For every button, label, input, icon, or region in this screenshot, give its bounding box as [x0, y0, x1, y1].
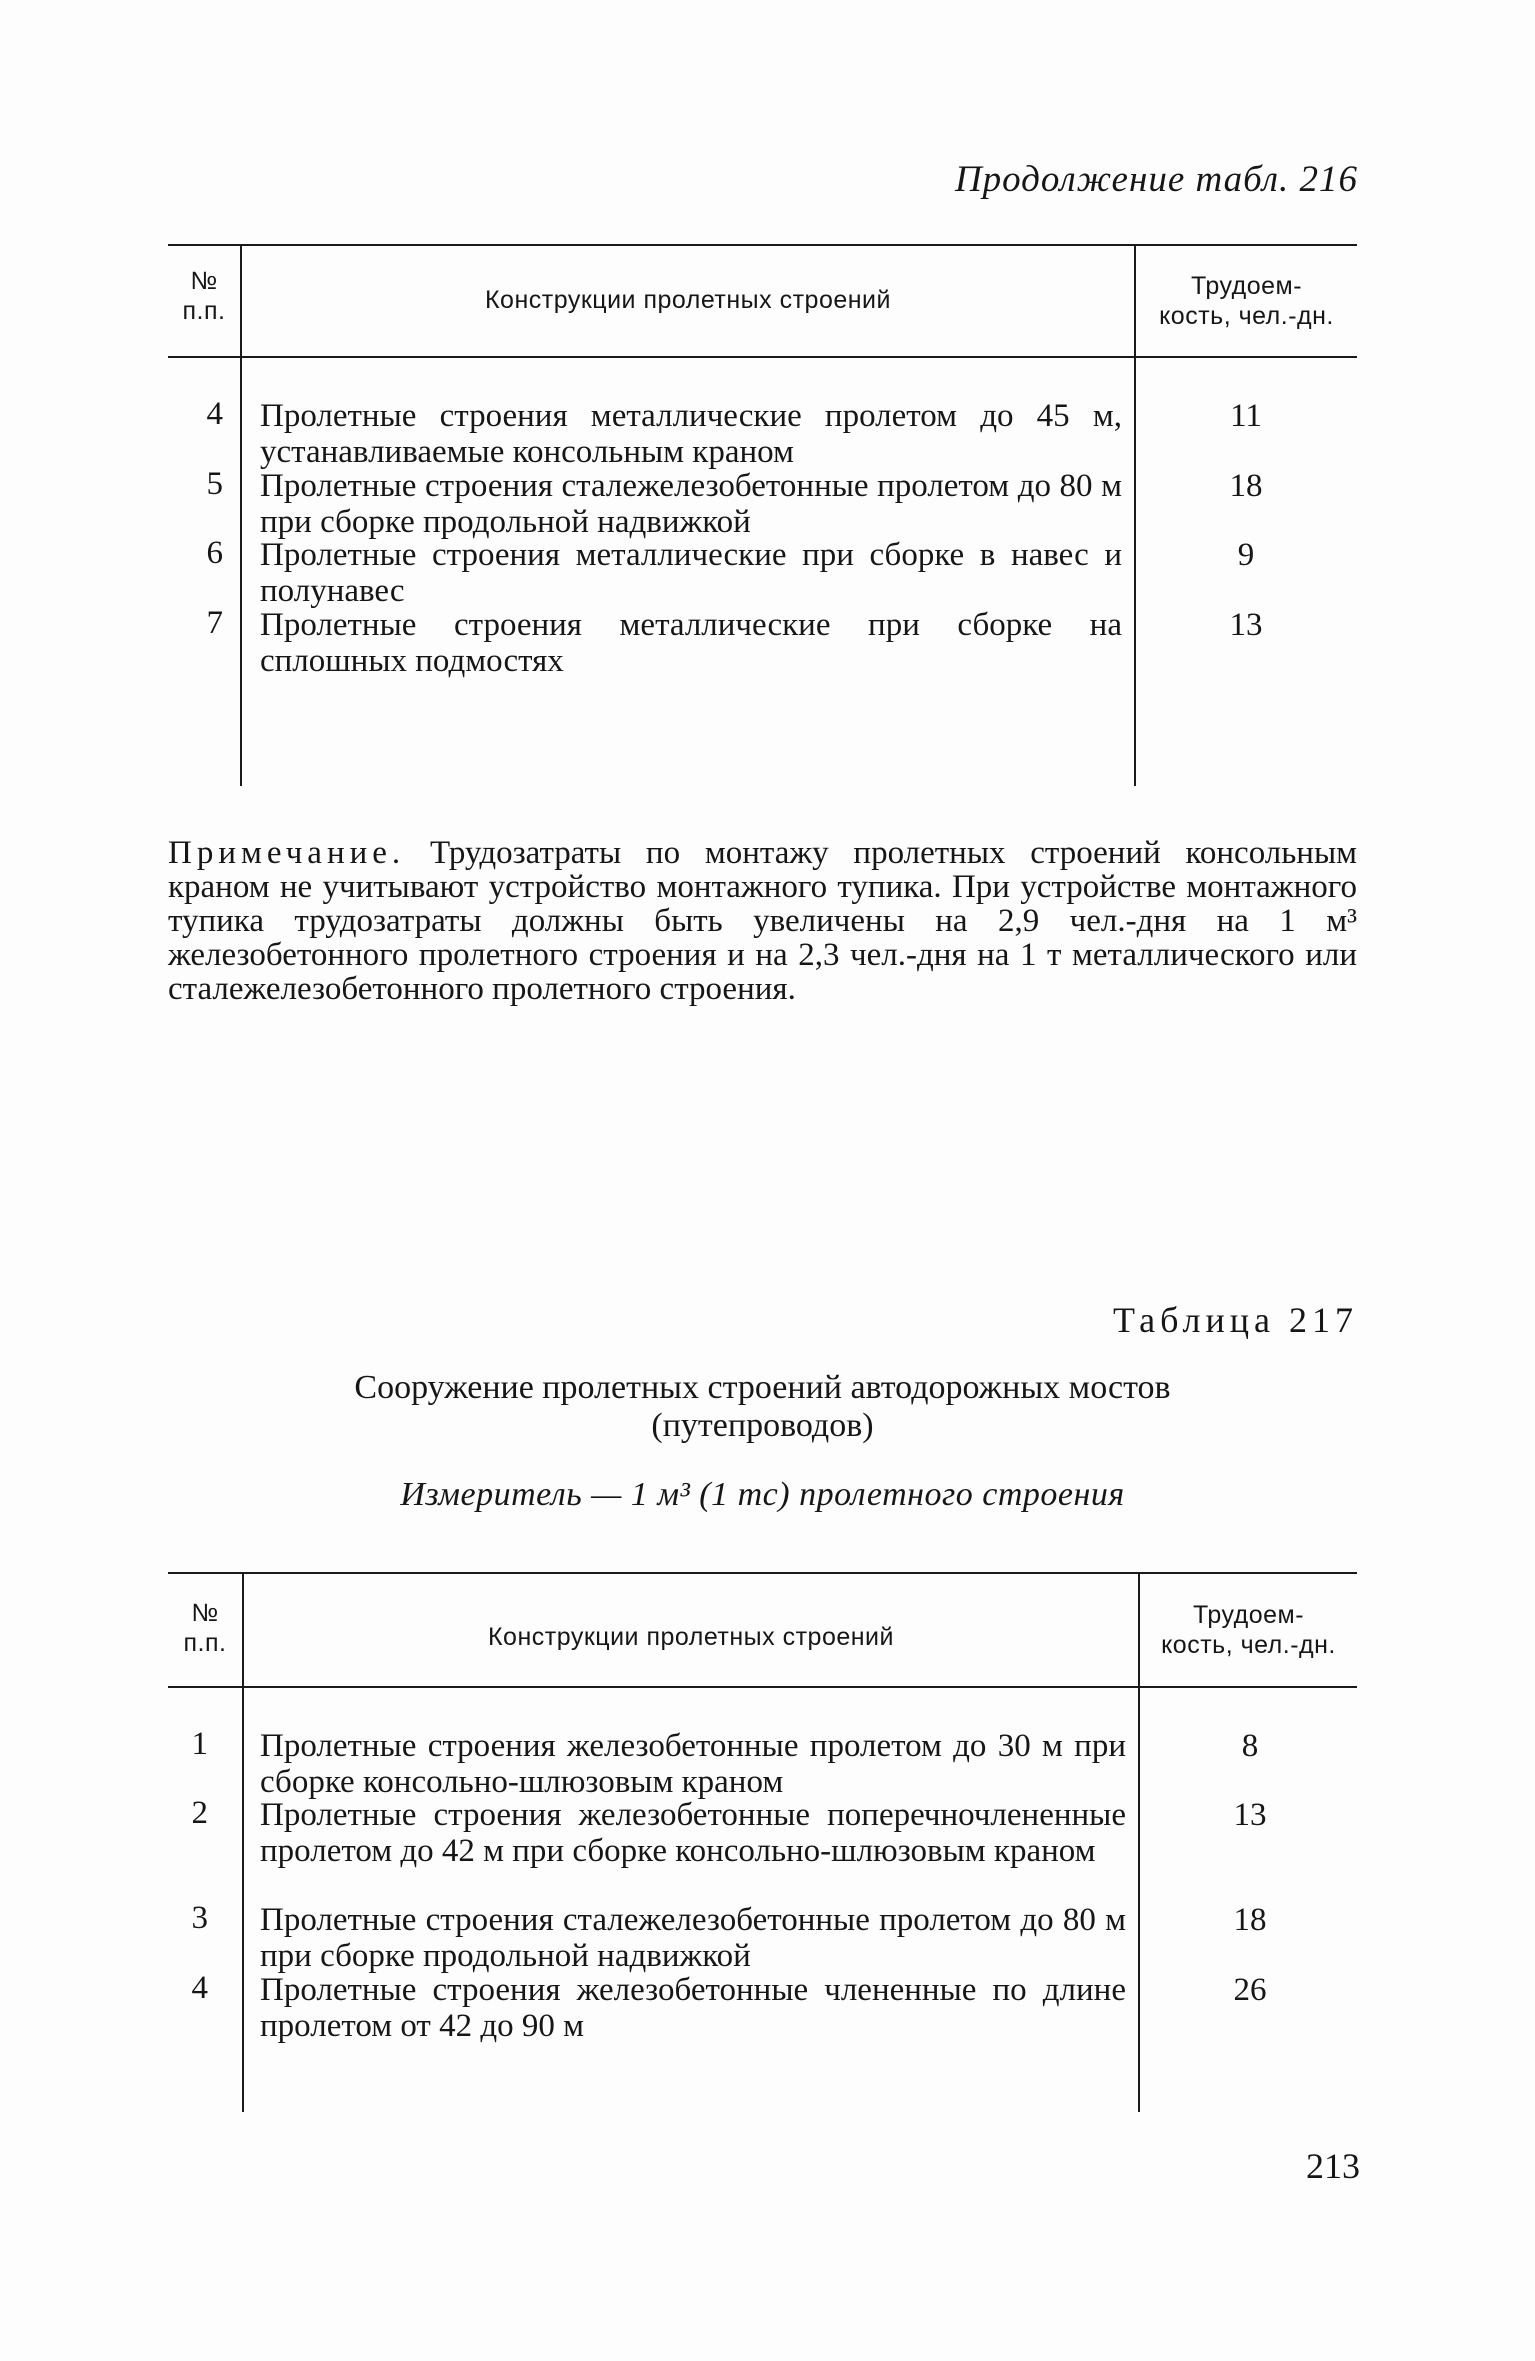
row-labor-value: 11 [1230, 398, 1262, 434]
column-header-construction: Конструкции пролетных строений [484, 286, 891, 314]
table-measure: Измеритель — 1 м³ (1 тс) пролетного строения [400, 1476, 1125, 1513]
column-header-labor [1140, 1600, 1357, 1660]
column-header-no [168, 266, 240, 326]
header-labor-line: Трудоем- [1190, 272, 1303, 300]
row-number: 5 [206, 466, 223, 502]
row-number: 4 [206, 396, 223, 432]
table-label: Таблица 217 [1113, 1300, 1358, 1340]
row-labor-value: 18 [1233, 1902, 1267, 1938]
column-divider [240, 246, 242, 786]
note-label: Примечание. [168, 835, 406, 871]
row-labor-value: 18 [1229, 468, 1263, 504]
row-description: Пролетные строения сталежелезобетонные пролетом до 80 м при сборке продольной надвижкой [260, 1902, 1126, 1974]
row-number: 6 [206, 535, 223, 571]
row-description: Пролетные строения железобетонные поперечночлененные пролетом до 42 м при сборке консольно-шлюзовым краном [260, 1797, 1126, 1869]
continuation-caption: Продолжение табл. 216 [954, 159, 1358, 200]
header-labor-line: кость, чел.-дн. [1161, 1631, 1336, 1659]
header-no-line: п.п. [183, 1629, 227, 1657]
row-labor-value: 9 [1237, 537, 1255, 573]
column-divider [242, 1574, 244, 2112]
table-title [168, 1369, 1357, 1445]
table-header-rule [168, 356, 1357, 358]
header-no-line: № [191, 1599, 219, 1627]
column-header-construction: Конструкции пролетных строений [487, 1623, 894, 1651]
row-number: 7 [206, 605, 223, 641]
table-top-rule [168, 244, 1357, 246]
row-number: 2 [191, 1795, 208, 1831]
row-labor-value: 13 [1233, 1797, 1267, 1833]
row-number: 4 [191, 1970, 208, 2006]
header-no-line: № [190, 267, 218, 295]
row-number: 3 [191, 1900, 208, 1936]
row-description: Пролетные строения железобетонные пролетом до 30 м при сборке консольно-шлюзовым краном [260, 1728, 1126, 1800]
table-title-line: (путепроводов) [651, 1407, 874, 1444]
row-description: Пролетные строения сталежелезобетонные пролетом до 80 м при сборке продольной надвижкой [260, 468, 1122, 540]
row-description: Пролетные строения железобетонные члененные по длине пролетом от 42 до 90 м [260, 1972, 1126, 2044]
table-title-line: Сооружение пролетных строений автодорожных мостов [354, 1369, 1171, 1406]
table-top-rule [168, 1572, 1357, 1574]
row-number: 1 [191, 1726, 208, 1762]
note-paragraph [168, 836, 1357, 1006]
page-number: 213 [1306, 2146, 1360, 2186]
row-description: Пролетные строения металлические при сборке на сплошных подмостях [260, 607, 1122, 679]
header-labor-line: Трудоем- [1192, 1601, 1305, 1629]
row-description: Пролетные строения металлические при сборке в навес и полунавес [260, 537, 1122, 609]
column-header-labor [1136, 271, 1357, 331]
row-labor-value: 8 [1241, 1728, 1259, 1764]
header-labor-line: кость, чел.-дн. [1159, 302, 1334, 330]
header-no-line: п.п. [182, 297, 226, 325]
row-labor-value: 26 [1233, 1972, 1267, 2008]
row-description: Пролетные строения металлические пролетом до 45 м, устанавливаемые консольным краном [260, 398, 1122, 470]
note-text: Трудозатраты по монтажу пролетных строений консольным краном не учитывают устройство монтажного тупика. При устройстве монтажного тупика трудозатраты должны быть увеличены на 2,9 чел.-дня на 1 м³ железобетонного пролетного строения и на 2,3 чел.-дня на 1 т металлического или сталежелезобетонного пролетного строения. [168, 835, 1357, 1007]
row-labor-value: 13 [1229, 607, 1263, 643]
column-header-no [168, 1598, 242, 1658]
table-header-rule [168, 1686, 1357, 1688]
